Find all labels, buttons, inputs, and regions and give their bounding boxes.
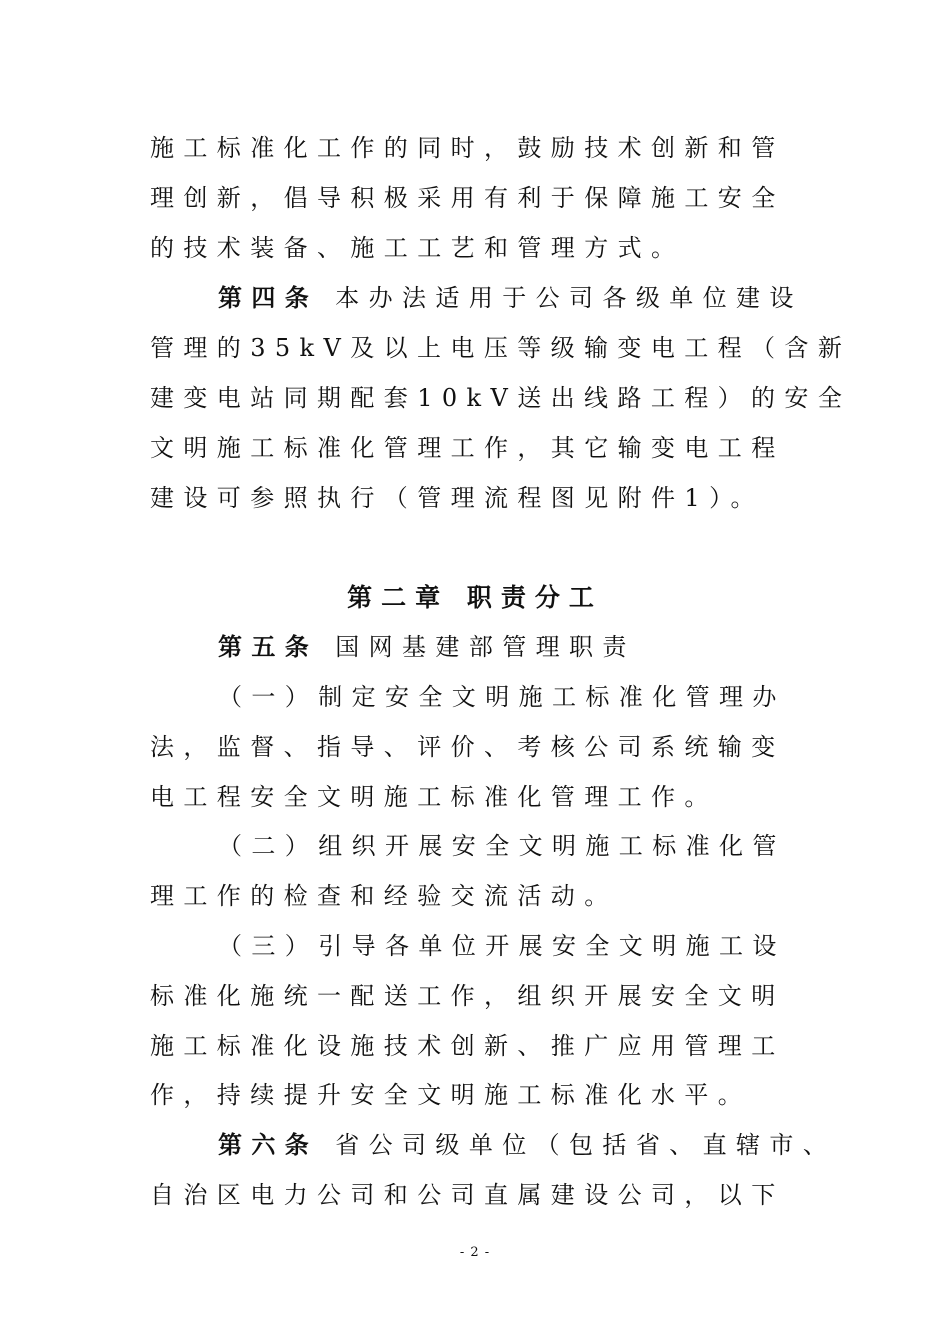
body-line: 施工标准化工作的同时，鼓励技术创新和管 — [150, 134, 785, 162]
article-label: 第四条 — [218, 283, 319, 312]
body-line: 建变电站同期配套10kV送出线路工程）的安全 — [150, 384, 852, 412]
body-line: 法，监督、指导、评价、考核公司系统输变 — [150, 733, 785, 761]
article-text: 本办法适用于公司各级单位建设 — [318, 284, 803, 312]
article-6-line — [218, 1125, 837, 1165]
body-line: 电工程安全文明施工标准化管理工作。 — [150, 783, 718, 811]
body-line: 施工标准化设施技术创新、推广应用管理工 — [150, 1032, 785, 1060]
article-text: 省公司级单位（包括省、直辖市、 — [318, 1131, 837, 1159]
article-label: 第五条 — [218, 632, 319, 661]
body-line: （一）制定安全文明施工标准化管理办 — [218, 683, 786, 711]
article-5-line — [218, 627, 795, 667]
body-line: 的技术装备、施工工艺和管理方式。 — [150, 234, 685, 262]
article-text: 国网基建部管理职责 — [318, 633, 636, 661]
body-line: 建设可参照执行（管理流程图见附件1）。 — [150, 484, 764, 512]
chapter-heading: 第二章 职责分工 — [347, 583, 603, 612]
page-number: - 2 - — [459, 1245, 491, 1260]
body-line: 理创新，倡导积极采用有利于保障施工安全 — [150, 184, 785, 212]
body-line: 标准化施统一配送工作，组织开展安全文明 — [150, 982, 785, 1010]
article-label: 第六条 — [218, 1130, 319, 1159]
body-line: 理工作的检查和经验交流活动。 — [150, 882, 618, 910]
body-line: 文明施工标准化管理工作，其它输变电工程 — [150, 434, 785, 462]
body-line: 自治区电力公司和公司直属建设公司，以下 — [150, 1181, 785, 1209]
body-line: （二）组织开展安全文明施工标准化管 — [218, 832, 786, 860]
body-line: 管理的35kV及以上电压等级输变电工程（含新 — [150, 334, 852, 362]
body-line: （三）引导各单位开展安全文明施工设 — [218, 932, 786, 960]
article-4-line — [218, 278, 803, 318]
body-line: 作，持续提升安全文明施工标准化水平。 — [150, 1081, 752, 1109]
